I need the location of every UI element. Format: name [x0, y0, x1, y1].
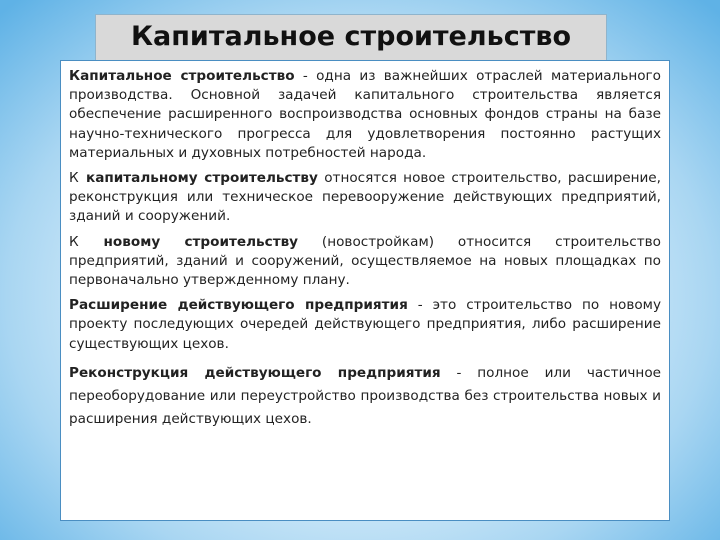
content-box — [60, 60, 670, 521]
term-capital-construction-dative: капитальному строительству — [85, 170, 318, 187]
paragraph-text: - это строительство по новому проекту последующих очередей действующего предприятия, либо расширение существующих цехов. — [69, 297, 661, 352]
paragraph-text: - одна из важнейших отраслей материального производства. Основной задачей капитального строительства является обеспечение расширенного воспроизводства основных фондов страны на базе научно-технического прогресса для удовлетворения постоянно растущих материальных и духовных потребностей народа. — [69, 68, 661, 161]
term-capital-construction: Капитальное строительство — [69, 68, 295, 84]
paragraph-new-construction — [69, 233, 661, 291]
paragraph-text: (новостройкам) относится строительство предприятий, зданий и сооружений, осуществляемое на новых площадках по первоначально утвержденному плану. — [69, 233, 661, 289]
slide-title: Капитальное строительство — [130, 21, 572, 52]
paragraph-text: - полное или частичное переоборудование или переустройство производства без строительства новых и расширения действующих цехов. — [69, 364, 662, 427]
term-reconstruction: Реконструкция действующего предприятия — [69, 364, 441, 381]
paragraph-prefix: К — [69, 170, 80, 187]
paragraph-expansion — [69, 296, 661, 354]
paragraph-reconstruction — [69, 362, 661, 431]
paragraph-text: относятся новое строительство, расширение, реконструкция или техническое перевооружение действующих предприятий, зданий и сооружений. — [69, 170, 661, 225]
paragraph-capital-construction-scope — [69, 169, 661, 227]
paragraph-definition — [69, 67, 661, 163]
paragraph-prefix: К — [69, 233, 80, 250]
term-new-construction: новому строительству — [103, 233, 299, 250]
term-expansion: Расширение действующего предприятия — [69, 297, 408, 314]
